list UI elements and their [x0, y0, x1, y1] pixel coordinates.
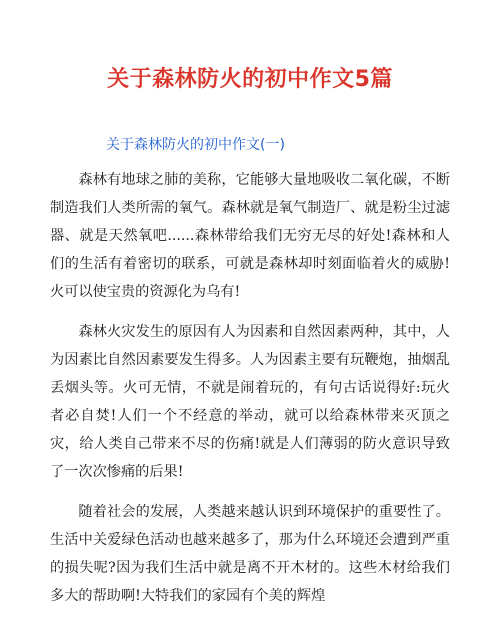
paragraph: 森林有地球之肺的美称，它能够大量地吸收二氧化碳，不断制造我们人类所需的氧气。森林就是氧气制造厂、就是粉尘过滤器、就是天然氧吧......森林带给我们无穷无尽的好处!森林和人们的生活有着密切的联系，可就是森林却时刻面临着火的威胁!火可以使宝贵的资源化为乌有!	[50, 172, 450, 300]
paragraph: 森林火灾发生的原因有人为因素和自然因素两种，其中，人为因素比自然因素要发生得多。人为因素主要有玩鞭炮，抽烟乱丢烟头等。火可无情，不就是闹着玩的，有句古话说得好:玩火者必自焚!人们一个不经意的举动，就可以给森林带来灭顶之灾，给人类自己带来不尽的伤痛!就是人们薄弱的防火意识导致了一次次惨痛的后果!	[50, 324, 450, 480]
paragraph: 随着社会的发展，人类越来越认识到环境保护的重要性了。生活中关爱绿色活动也越来越多了，那为什么环境还会遭到严重的损失呢?因为我们生活中就是离不开木材的。这些木材给我们多大的帮助啊!大特我们的家园有个美的辉煌	[50, 504, 450, 604]
document-title: 关于森林防火的初中作文5篇	[107, 67, 393, 92]
essay-body	[50, 166, 450, 622]
essay-subtitle: 关于森林防火的初中作文(一)	[106, 137, 285, 153]
